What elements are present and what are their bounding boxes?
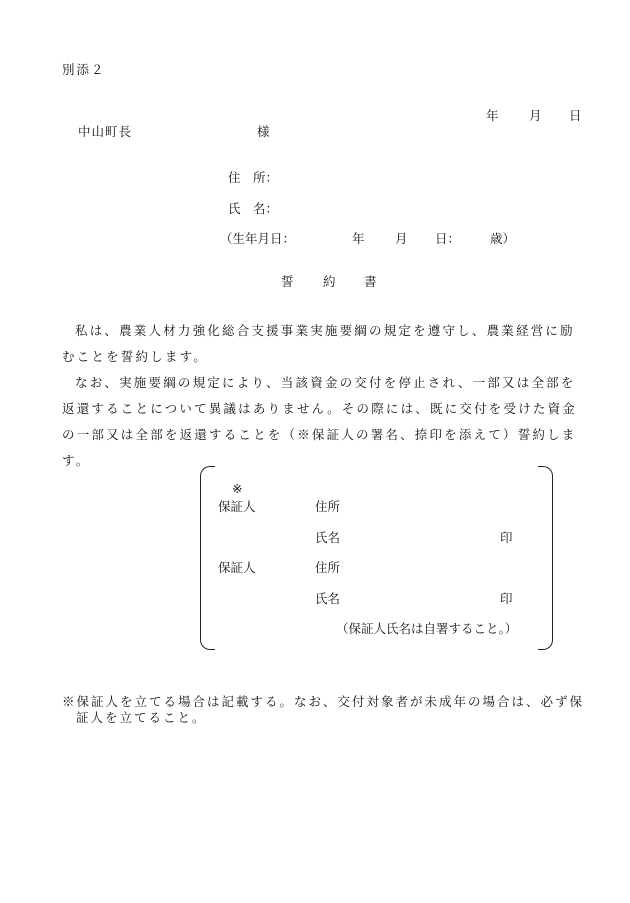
pledge-paragraph-2: なお、実施要綱の規定により、当該資金の交付を停止され、一部又は全部を返還することについて異議はありません。その際には、既に交付を受けた資金の一部又は全部を返還することを（※保証人の署名、捺印を添えて）誓約します。 [62, 375, 578, 468]
guarantor-2-seal: 印 [500, 591, 513, 606]
birthdate-age: 歳） [490, 231, 516, 246]
address-field-label: 住 所： [228, 170, 279, 185]
birthdate-month: 月 [395, 231, 408, 246]
addressee-honorific: 様 [257, 124, 270, 139]
title-char-3: 書 [364, 274, 377, 289]
guarantor-1-label: 保証人 [218, 499, 256, 514]
guarantor-note: （保証人氏名は自署すること。） [336, 621, 518, 636]
addressee-name: 中山町長 [78, 124, 133, 139]
guarantor-1-seal: 印 [500, 530, 513, 545]
title-char-1: 誓 [281, 274, 294, 289]
guarantor-mark: ※ [232, 481, 243, 496]
guarantor-2-address-label: 住所 [315, 560, 341, 575]
guarantor-1-address-label: 住所 [315, 499, 341, 514]
birthdate-open: （生年月日： [220, 231, 296, 246]
date-month: 月 [529, 108, 542, 123]
birthdate-year: 年 [352, 231, 365, 246]
attachment-label: 別添２ [62, 62, 106, 77]
guarantor-2-label: 保証人 [218, 560, 256, 575]
date-year: 年 [486, 108, 499, 123]
guarantor-box-right-bracket [538, 466, 553, 650]
date-day: 日 [569, 108, 582, 123]
pledge-paragraph-1: 私は、農業人材力強化総合支援事業実施要綱の規定を遵守し、農業経営に励むことを誓約します。 [62, 323, 575, 364]
guarantor-2-name-label: 氏名 [315, 591, 341, 606]
guarantor-box-left-bracket [200, 466, 215, 650]
guarantor-1-name-label: 氏名 [315, 530, 341, 545]
name-field-label: 氏 名： [228, 201, 279, 216]
title-char-2: 約 [323, 274, 336, 289]
birthdate-day: 日： [435, 231, 461, 246]
footnote: ※保証人を立てる場合は記載する。なお、交付対象者が未成年の場合は、必ず保証人を立てること。 [62, 694, 585, 725]
